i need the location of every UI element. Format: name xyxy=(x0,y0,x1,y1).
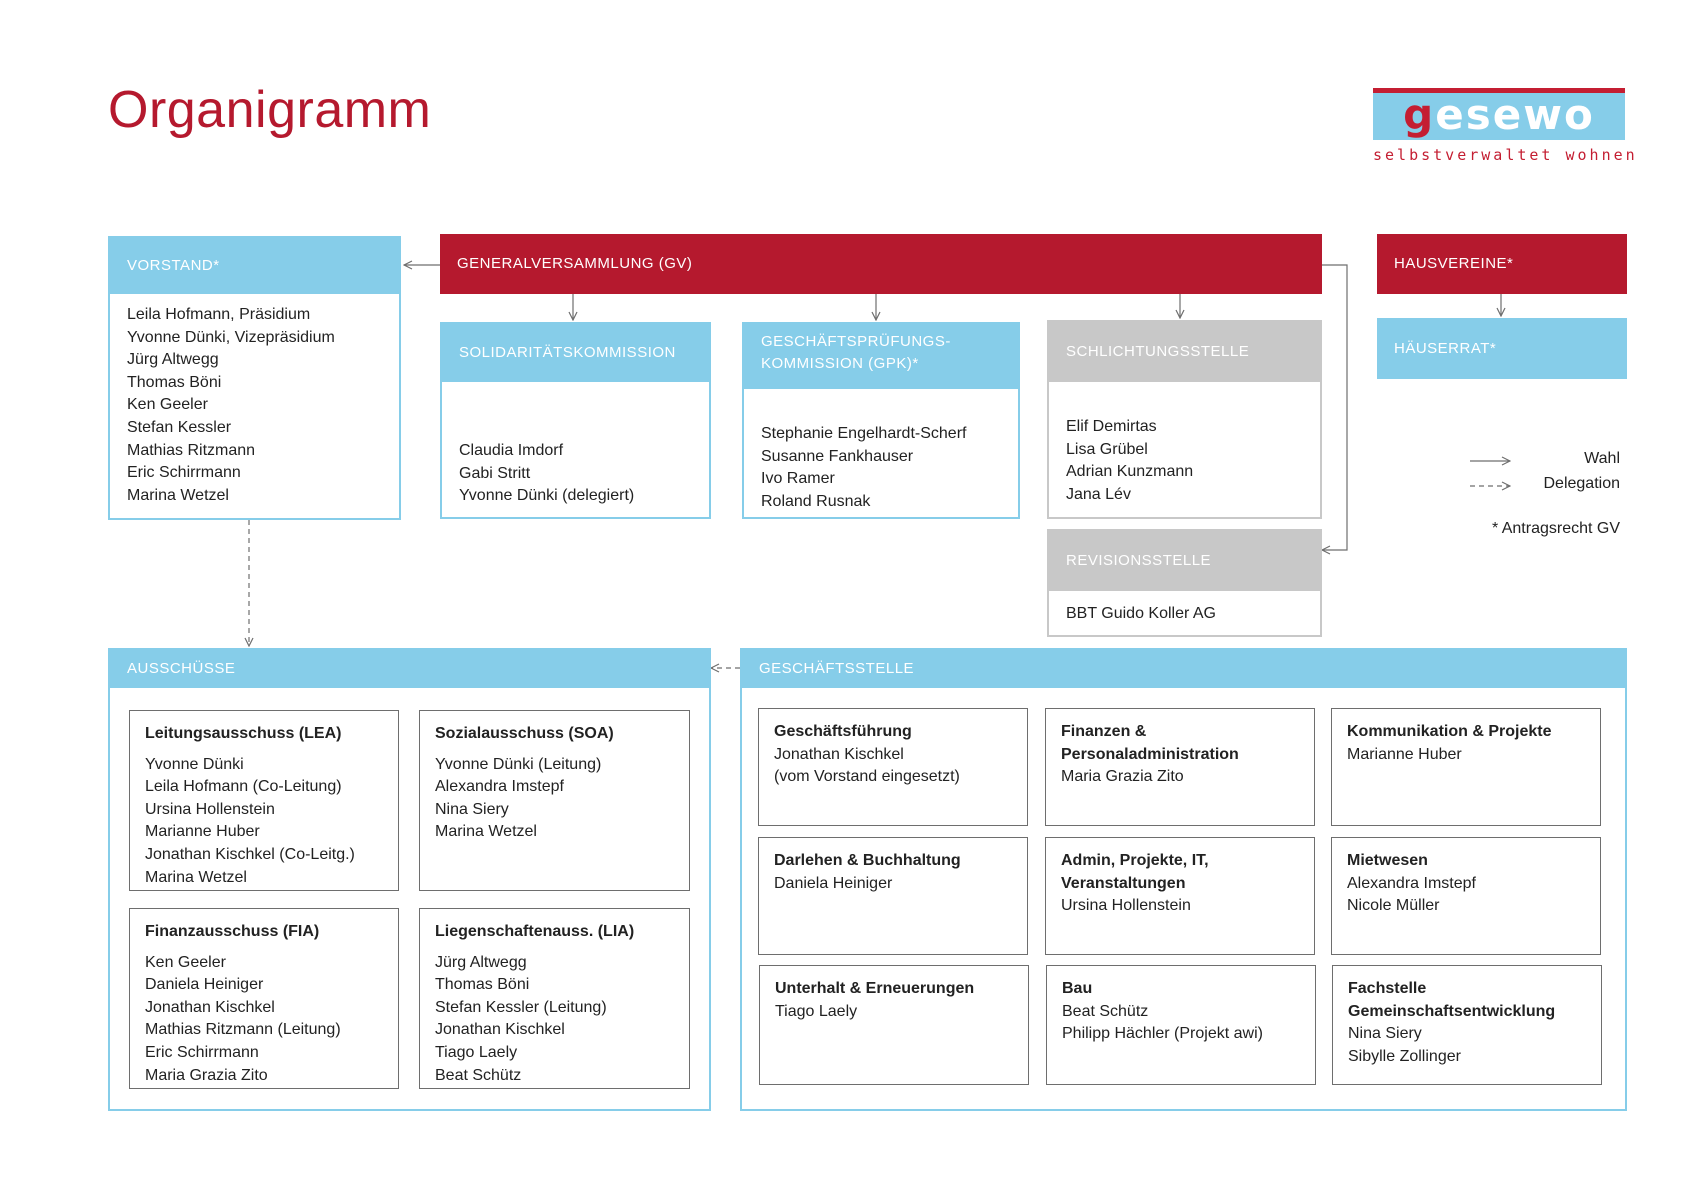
committee-fia xyxy=(129,908,399,1089)
unit-admin xyxy=(1045,837,1315,955)
member: Marianne Huber xyxy=(145,823,260,841)
member: Marina Wetzel xyxy=(145,868,247,886)
member: Leila Hofmann, Präsidium xyxy=(127,306,311,323)
gpk-box xyxy=(742,322,1020,519)
member: Stefan Kessler xyxy=(127,418,232,436)
unit-title: Geschäftsführung xyxy=(774,723,912,740)
revision-members xyxy=(1049,591,1320,626)
unit-title: Finanzen & xyxy=(1061,723,1147,740)
member: Claudia Imdorf xyxy=(459,442,564,459)
gpk-header xyxy=(744,324,1018,389)
member: Thomas Böni xyxy=(127,373,222,391)
unit-title: Mietwesen xyxy=(1347,852,1428,869)
schlichtung-box xyxy=(1047,320,1322,519)
unit-title: Personaladministration xyxy=(1061,745,1239,763)
committee-lia xyxy=(419,908,690,1089)
member: Ken Geeler xyxy=(127,396,208,414)
unit-mietwesen xyxy=(1331,837,1601,955)
committee-title: Liegenschaftenauss. (LIA) xyxy=(435,923,635,940)
gpk-header-line: KOMMISSION (GPK)* xyxy=(761,355,919,372)
arrow-gv-revision xyxy=(1322,265,1347,550)
unit-unterhalt xyxy=(759,965,1029,1085)
logo-tagline: selbstverwaltet wohnen xyxy=(1373,146,1638,164)
member: Yvonne Dünki (Leitung) xyxy=(435,755,602,773)
member: Nina Siery xyxy=(435,800,509,818)
page-title: Organigramm xyxy=(108,81,432,139)
member: Mathias Ritzmann (Leitung) xyxy=(145,1021,341,1039)
unit-title: Darlehen & Buchhaltung xyxy=(774,852,961,869)
unit-title: Veranstaltungen xyxy=(1061,874,1186,892)
member: Yvonne Dünki xyxy=(145,755,244,773)
member: Yvonne Dünki, Vizepräsidium xyxy=(127,328,335,346)
schlichtung-header: SCHLICHTUNGSSTELLE xyxy=(1049,322,1320,382)
unit-bau xyxy=(1046,965,1316,1085)
committee-title: Leitungsausschuss (LEA) xyxy=(145,725,342,742)
member: Susanne Fankhauser xyxy=(761,447,914,465)
unit-fachstelle xyxy=(1332,965,1602,1085)
logo-wordmark: gesewo xyxy=(1403,90,1595,139)
member: Thomas Böni xyxy=(435,976,530,994)
member: Jonathan Kischkel xyxy=(435,1021,565,1039)
committee-title: Finanzausschuss (FIA) xyxy=(145,923,320,940)
member: Eric Schirrmann xyxy=(127,464,241,482)
member: BBT Guido Koller AG xyxy=(1066,605,1216,622)
member: Elif Demirtas xyxy=(1066,418,1157,435)
member: Leila Hofmann (Co-Leitung) xyxy=(145,778,342,796)
member: Maria Grazia Zito xyxy=(1061,768,1184,786)
member: Gabi Stritt xyxy=(459,464,531,482)
member: Beat Schütz xyxy=(1062,1002,1149,1020)
vorstand-header: VORSTAND* xyxy=(110,238,399,294)
legend-note: * Antragsrecht GV xyxy=(1491,520,1620,537)
member: Alexandra Imstepf xyxy=(1347,874,1476,892)
member: Daniela Heiniger xyxy=(145,976,264,994)
schlichtung-members xyxy=(1049,382,1320,506)
member: Ursina Hollenstein xyxy=(1061,897,1191,915)
member: Maria Grazia Zito xyxy=(145,1066,268,1084)
solidaritaet-header: SOLIDARITÄTSKOMMISSION xyxy=(442,324,709,382)
member: Jonathan Kischkel xyxy=(145,998,275,1016)
member: Philipp Hächler (Projekt awi) xyxy=(1062,1025,1263,1043)
member: Jürg Altwegg xyxy=(435,953,527,971)
member: Ken Geeler xyxy=(145,953,226,971)
ausschuesse-header: AUSSCHÜSSE xyxy=(110,650,709,688)
member: Beat Schütz xyxy=(435,1066,522,1084)
unit-kommunikation xyxy=(1331,708,1601,826)
revision-header: REVISIONSSTELLE xyxy=(1049,531,1320,591)
member: Nicole Müller xyxy=(1347,897,1440,915)
unit-geschaeftsfuehrung xyxy=(758,708,1028,826)
member: Lisa Grübel xyxy=(1066,440,1148,458)
member: Stephanie Engelhardt-Scherf xyxy=(761,425,967,442)
unit-title: Gemeinschaftsentwicklung xyxy=(1348,1002,1556,1020)
member: Adrian Kunzmann xyxy=(1066,463,1194,481)
unit-finanzen xyxy=(1045,708,1315,826)
gpk-header-line: GESCHÄFTSPRÜFUNGS- xyxy=(761,333,951,350)
solidaritaet-members xyxy=(442,382,709,508)
vorstand-members xyxy=(110,294,399,507)
vorstand-box xyxy=(108,236,401,520)
unit-title: Admin, Projekte, IT, xyxy=(1061,852,1209,869)
member: Eric Schirrmann xyxy=(145,1043,259,1061)
hausvereine-header: HAUSVEREINE* xyxy=(1377,234,1627,294)
member: Tiago Laely xyxy=(775,1002,858,1020)
member: (vom Vorstand eingesetzt) xyxy=(774,768,960,786)
member: Stefan Kessler (Leitung) xyxy=(435,998,607,1016)
member: Yvonne Dünki (delegiert) xyxy=(459,487,635,505)
member: Tiago Laely xyxy=(435,1043,518,1061)
member: Nina Siery xyxy=(1348,1025,1422,1043)
unit-darlehen xyxy=(758,837,1028,955)
member: Ivo Ramer xyxy=(761,470,835,488)
legend-delegation: Delegation xyxy=(1543,475,1620,492)
member: Jonathan Kischkel xyxy=(774,745,904,763)
member: Ursina Hollenstein xyxy=(145,800,275,818)
member: Jana Lév xyxy=(1066,485,1131,503)
member: Marina Wetzel xyxy=(127,486,229,504)
member: Sibylle Zollinger xyxy=(1348,1047,1461,1065)
member: Jonathan Kischkel (Co-Leitg.) xyxy=(145,845,355,863)
committee-soa xyxy=(419,710,690,891)
committee-title: Sozialausschuss (SOA) xyxy=(435,725,614,742)
member: Daniela Heiniger xyxy=(774,874,893,892)
member: Marina Wetzel xyxy=(435,823,537,841)
member: Alexandra Imstepf xyxy=(435,778,564,796)
member: Jürg Altwegg xyxy=(127,351,219,369)
gpk-members xyxy=(744,389,1018,513)
committee-lea xyxy=(129,710,399,891)
unit-title: Kommunikation & Projekte xyxy=(1347,723,1552,740)
gv-header: GENERALVERSAMMLUNG (GV) xyxy=(440,234,1322,294)
member: Marianne Huber xyxy=(1347,745,1462,763)
geschaeftsstelle-header: GESCHÄFTSSTELLE xyxy=(742,650,1625,688)
member: Mathias Ritzmann xyxy=(127,441,256,459)
unit-title: Bau xyxy=(1062,980,1093,997)
revision-box xyxy=(1047,529,1322,637)
unit-title: Unterhalt & Erneuerungen xyxy=(775,980,975,997)
haeuserrat-header: HÄUSERRAT* xyxy=(1377,318,1627,379)
legend-wahl: Wahl xyxy=(1584,450,1620,467)
unit-title: Fachstelle xyxy=(1348,980,1427,997)
member: Roland Rusnak xyxy=(761,492,871,510)
solidaritaet-box xyxy=(440,322,711,519)
